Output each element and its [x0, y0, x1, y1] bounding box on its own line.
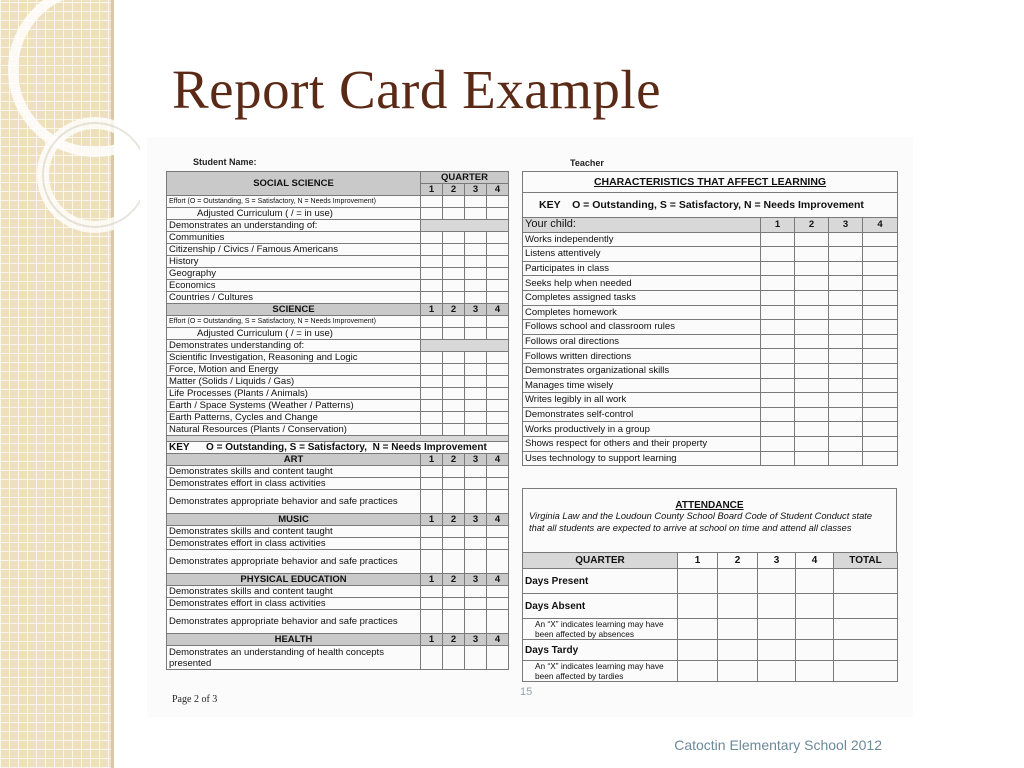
characteristics-title: CHARACTERISTICS THAT AFFECT LEARNING	[523, 172, 898, 193]
table-row	[523, 407, 898, 422]
list-item: Manages time wisely	[523, 378, 761, 393]
table-row	[167, 328, 509, 340]
list-item: Writes legibly in all work	[523, 393, 761, 408]
list-item: Demonstrates effort in class activities	[167, 598, 421, 610]
health-title: HEALTH	[167, 634, 421, 646]
slide-number: 15	[520, 686, 533, 698]
quarter-header: QUARTER	[421, 172, 509, 184]
quarter-1: 1	[421, 184, 443, 196]
list-item: Completes assigned tasks	[523, 290, 761, 305]
list-item: Participates in class	[523, 261, 761, 276]
art-title: ART	[167, 454, 421, 466]
list-item: Geography	[167, 268, 421, 280]
table-row	[523, 378, 898, 393]
science-header-row	[167, 304, 509, 316]
health-header-row	[167, 634, 509, 646]
table-row	[167, 208, 509, 220]
characteristics-key: KEY O = Outstanding, S = Satisfactory, N = Needs Improvement	[523, 193, 898, 218]
quarter-4: 4	[487, 634, 509, 646]
your-child-header-row	[523, 218, 898, 233]
adjusted-curriculum: Adjusted Curriculum ( / = in use)	[167, 328, 421, 340]
list-item: Demonstrates self-control	[523, 407, 761, 422]
list-item: Demonstrates appropriate behavior and safe practices	[167, 610, 421, 634]
quarter-2: 2	[443, 514, 465, 526]
list-item: Force, Motion and Energy	[167, 364, 421, 376]
table-row	[167, 352, 509, 364]
table-row	[523, 261, 898, 276]
quarter-3: 3	[465, 184, 487, 196]
student-name-label: Student Name:	[193, 157, 257, 167]
list-item: Uses technology to support learning	[523, 451, 761, 466]
list-item: Natural Resources (Plants / Conservation)	[167, 424, 421, 436]
quarter-4: 4	[863, 218, 898, 233]
list-item: Listens attentively	[523, 247, 761, 262]
quarter-2: 2	[443, 184, 465, 196]
page-number: Page 2 of 3	[172, 694, 218, 705]
table-row	[167, 244, 509, 256]
quarter-3: 3	[465, 634, 487, 646]
characteristics-table	[522, 171, 898, 466]
absent-note: An “X” indicates learning may have been affected by absences	[523, 619, 678, 640]
list-item: Seeks help when needed	[523, 276, 761, 291]
list-item: Earth Patterns, Cycles and Change	[167, 412, 421, 424]
quarter-1: 1	[421, 514, 443, 526]
table-row	[523, 594, 898, 619]
music-title: MUSIC	[167, 514, 421, 526]
table-row	[167, 538, 509, 550]
list-item: Demonstrates an understanding of:	[167, 220, 421, 232]
quarter-1: 1	[421, 574, 443, 586]
key-row	[167, 442, 509, 454]
table-row	[167, 646, 509, 670]
list-item: Follows school and classroom rules	[523, 320, 761, 335]
list-item: Earth / Space Systems (Weather / Patterns)	[167, 400, 421, 412]
table-row	[523, 640, 898, 661]
quarter-4: 4	[487, 184, 509, 196]
table-row	[523, 422, 898, 437]
quarter-3: 3	[465, 574, 487, 586]
list-item: Shows respect for others and their property	[523, 436, 761, 451]
music-header-row	[167, 514, 509, 526]
total-label: TOTAL	[834, 553, 898, 569]
table-row	[167, 412, 509, 424]
table-row	[523, 393, 898, 408]
list-item: Economics	[167, 280, 421, 292]
characteristics-key-row	[523, 193, 898, 218]
days-absent-label: Days Absent	[523, 594, 678, 619]
list-item: Follows written directions	[523, 349, 761, 364]
table-row	[167, 268, 509, 280]
social-science-header-row	[167, 172, 509, 184]
table-row	[167, 376, 509, 388]
science-title: SCIENCE	[167, 304, 421, 316]
quarter-3: 3	[465, 304, 487, 316]
quarter-2: 2	[718, 553, 758, 569]
quarter-4: 4	[487, 574, 509, 586]
table-row	[167, 490, 509, 514]
table-row	[167, 550, 509, 574]
attendance-title: ATTENDANCE	[675, 500, 744, 511]
list-item: Demonstrates appropriate behavior and safe practices	[167, 490, 421, 514]
table-row	[167, 256, 509, 268]
table-row	[523, 232, 898, 247]
list-item: Demonstrates appropriate behavior and safe practices	[167, 550, 421, 574]
table-row	[523, 363, 898, 378]
your-child-label: Your child:	[523, 218, 761, 233]
list-item: Demonstrates an understanding of health concepts presented	[167, 646, 421, 670]
quarter-2: 2	[443, 574, 465, 586]
table-row	[167, 364, 509, 376]
attendance-table	[522, 552, 898, 682]
table-row	[523, 619, 898, 640]
table-row	[523, 349, 898, 364]
quarter-3: 3	[465, 514, 487, 526]
table-row	[523, 569, 898, 594]
days-tardy-label: Days Tardy	[523, 640, 678, 661]
table-row	[167, 478, 509, 490]
attendance-note: Virginia Law and the Loudoun County School Board Code of Student Conduct state that all students are expected to arrive at school on time and attend all classes	[529, 511, 873, 533]
table-row	[167, 598, 509, 610]
list-item: Completes homework	[523, 305, 761, 320]
table-row	[523, 320, 898, 335]
table-row	[167, 340, 509, 352]
table-row	[167, 424, 509, 436]
social-science-title: SOCIAL SCIENCE	[167, 172, 421, 196]
list-item: Works productively in a group	[523, 422, 761, 437]
effort-key: Effort (O = Outstanding, S = Satisfactory, N = Needs Improvement)	[167, 196, 421, 208]
list-item: Citizenship / Civics / Famous Americans	[167, 244, 421, 256]
list-item: Demonstrates effort in class activities	[167, 478, 421, 490]
list-item: Works independently	[523, 232, 761, 247]
list-item: Demonstrates understanding of:	[167, 340, 421, 352]
quarter-4: 4	[487, 454, 509, 466]
list-item: Scientific Investigation, Reasoning and Logic	[167, 352, 421, 364]
characteristics-title-row	[523, 172, 898, 193]
list-item: Demonstrates organizational skills	[523, 363, 761, 378]
quarter-3: 3	[465, 454, 487, 466]
adjusted-curriculum: Adjusted Curriculum ( / = in use)	[167, 208, 421, 220]
quarter-2: 2	[443, 634, 465, 646]
table-row	[523, 451, 898, 466]
list-item: Matter (Solids / Liquids / Gas)	[167, 376, 421, 388]
teacher-label: Teacher	[570, 158, 604, 168]
quarter-1: 1	[421, 634, 443, 646]
table-row	[523, 247, 898, 262]
list-item: Demonstrates effort in class activities	[167, 538, 421, 550]
days-present-label: Days Present	[523, 569, 678, 594]
table-row	[167, 280, 509, 292]
pe-title: PHYSICAL EDUCATION	[167, 574, 421, 586]
quarter-2: 2	[443, 454, 465, 466]
quarter-4: 4	[487, 514, 509, 526]
slide-title: Report Card Example	[172, 59, 662, 120]
art-header-row	[167, 454, 509, 466]
list-item: Demonstrates skills and content taught	[167, 586, 421, 598]
decorative-rings	[0, 0, 140, 260]
table-row	[167, 292, 509, 304]
tardy-note: An “X” indicates learning may have been affected by tardies	[523, 661, 678, 682]
table-row	[523, 305, 898, 320]
table-row	[167, 196, 509, 208]
table-row	[167, 526, 509, 538]
quarter-2: 2	[443, 304, 465, 316]
list-item: Communities	[167, 232, 421, 244]
list-item: History	[167, 256, 421, 268]
slide-footer: Catoctin Elementary School 2012	[674, 737, 882, 753]
quarter-3: 3	[758, 553, 796, 569]
attendance-box	[522, 488, 897, 552]
table-row	[167, 316, 509, 328]
list-item: Follows oral directions	[523, 334, 761, 349]
quarter-1: 1	[761, 218, 795, 233]
table-row	[523, 661, 898, 682]
quarter-4: 4	[487, 304, 509, 316]
attendance-header-row	[523, 553, 898, 569]
table-row	[523, 290, 898, 305]
grading-key: KEY O = Outstanding, S = Satisfactory, N = Needs Improvement	[167, 442, 509, 454]
table-row	[523, 334, 898, 349]
table-row	[167, 466, 509, 478]
list-item: Life Processes (Plants / Animals)	[167, 388, 421, 400]
quarter-1: 1	[421, 304, 443, 316]
table-row	[523, 276, 898, 291]
table-row	[167, 388, 509, 400]
table-row	[167, 586, 509, 598]
list-item: Demonstrates skills and content taught	[167, 526, 421, 538]
table-row	[167, 232, 509, 244]
subjects-table	[166, 171, 509, 670]
attendance-quarter-label: QUARTER	[523, 553, 678, 569]
quarter-4: 4	[796, 553, 834, 569]
table-row	[167, 220, 509, 232]
quarter-1: 1	[678, 553, 718, 569]
quarter-3: 3	[829, 218, 863, 233]
effort-key: Effort (O = Outstanding, S = Satisfactory, N = Needs Improvement)	[167, 316, 421, 328]
quarter-1: 1	[421, 454, 443, 466]
table-row	[167, 400, 509, 412]
table-row	[523, 436, 898, 451]
table-row	[167, 610, 509, 634]
list-item: Countries / Cultures	[167, 292, 421, 304]
quarter-2: 2	[795, 218, 829, 233]
report-card-image	[147, 137, 913, 717]
list-item: Demonstrates skills and content taught	[167, 466, 421, 478]
pe-header-row	[167, 574, 509, 586]
